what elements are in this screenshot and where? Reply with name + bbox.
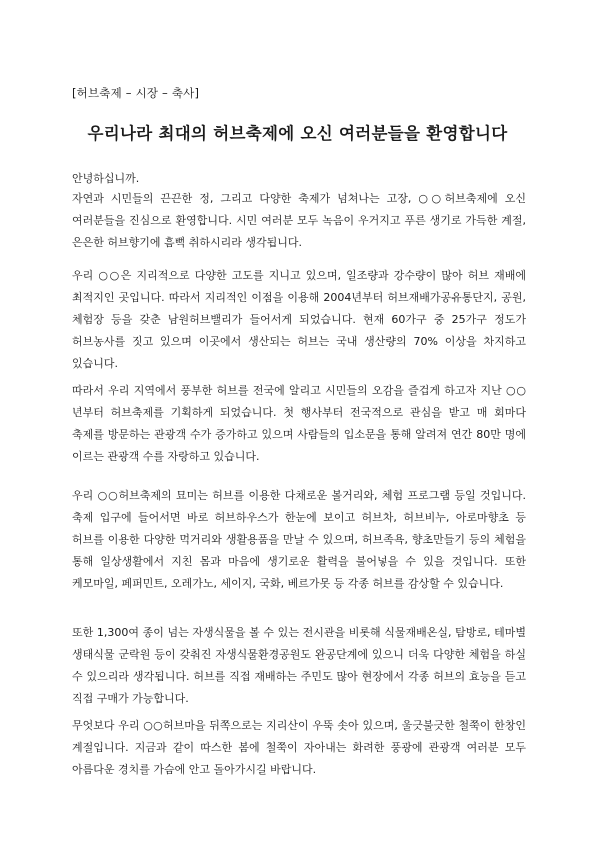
greeting-line: 안녕하십니까. xyxy=(72,172,140,185)
body-paragraph-2: 우리 ○○은 지리적으로 다양한 고도를 지니고 있으며, 일조량과 강수량이 많아 허브 재배에 최적지인 곳입니다. 따라서 지리적인 이점을 이용해 2004년부터 허브재배가공유통단지, 공원, 체험장 등을 갖춘 남원허브밸리가 들어서게 되었습니다. 현재 60가구 중 25가구 정도가 허브농사를 짓고 있으며 이곳에서 생산되는 허브는 국내 생산량의 70% 이상을 차지하고 있습니다. xyxy=(72,269,526,370)
body-paragraph-6: 무엇보다 우리 ○○허브마을 뒤쪽으로는 지리산이 우뚝 솟아 있으며, 울긋불긋한 철쭉이 한창인 계절입니다. 지금과 같이 따스한 봄에 철쭉이 자아내는 화려한 풍광에 관광객 여러분 모두 아름다운 경치를 가슴에 안고 돌아가시길 바랍니다. xyxy=(72,719,526,776)
body-paragraph-1: 자연과 시민들의 끈끈한 정, 그리고 다양한 축제가 넘쳐나는 고장, ○○허브축제에 오신 여러분들을 진심으로 환영합니다. 시민 여러분 모두 녹음이 우거지고 푸른 생기로 가득한 계절, 은은한 허브향기에 흠뻑 취하시리라 생각됩니다. xyxy=(72,192,526,249)
body-paragraph-4: 우리 ○○허브축제의 묘미는 허브를 이용한 다채로운 볼거리와, 체험 프로그램 등일 것입니다. 축제 입구에 들어서면 바로 허브하우스가 한눈에 보이고 허브차, 허브비누, 아로마향초 등 허브를 이용한 다양한 먹거리와 생활용품을 만날 수 있으며, 허브족욕, 향초만들기 등의 체험을 통해 일상생활에서 지친 몸과 마음에 생기로운 활력을 불어넣을 수 있을 것입니다. 또한 케모마일, 페퍼민트, 오레가노, 세이지, 국화, 베르가못 등 각종 허브를 감상할 수 있습니다. xyxy=(72,489,526,590)
body-paragraph-3: 따라서 우리 지역에서 풍부한 허브를 전국에 알리고 시민들의 오감을 즐겁게 하고자 지난 ○○년부터 허브축제를 기획하게 되었습니다. 첫 행사부터 전국적으로 관심을 받고 매 회마다 축제를 방문하는 관광객 수가 증가하고 있으며 사람들의 입소문을 통해 알려져 연간 80만 명에 이르는 관광객 수를 자랑하고 있습니다. xyxy=(72,384,526,463)
body-paragraph-5: 또한 1,300여 종이 넘는 자생식물을 볼 수 있는 전시관을 비롯해 식물재배온실, 탐방로, 테마별 생태식물 군락원 등이 갖춰진 자생식물환경공원도 완공단계에 있으니 더욱 다양한 체험을 하실 수 있으리라 생각됩니다. 허브를 직접 재배하는 주민도 많아 현장에서 각종 허브의 효능을 듣고 직접 구매가 가능합니다. xyxy=(72,626,526,705)
page-title: 우리나라 최대의 허브축제에 오신 여러분들을 환영합니다 xyxy=(87,124,508,143)
document-category-tag: [허브축제 – 시장 – 축사] xyxy=(72,86,200,100)
